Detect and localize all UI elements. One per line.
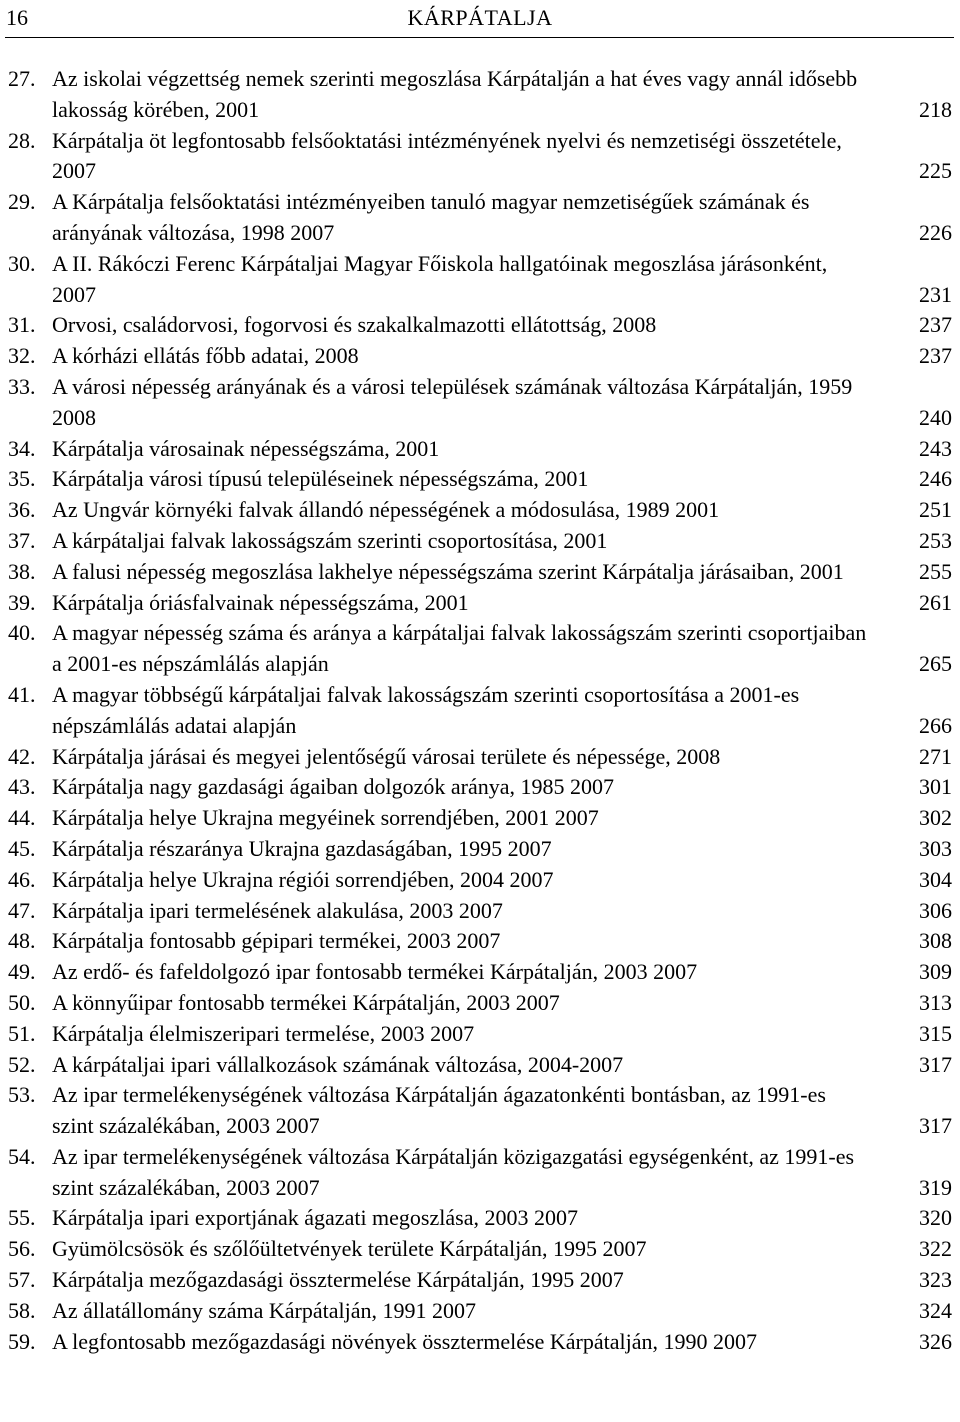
toc-entry-number: 53. [8, 1082, 36, 1108]
toc-entry-title: A kárpátaljai ipari vállalkozások számának változása, 2004-2007 [52, 1051, 624, 1077]
toc-entry-page: 323 [919, 1267, 952, 1293]
toc-entry-title: Az ipar termelékenységének változása Kárpátalján közigazgatási egységenként, az 1991-es szint százalékában, 2003 2007 [52, 1143, 855, 1200]
table-of-contents [0, 64, 960, 1357]
toc-entry-page: 271 [919, 743, 952, 769]
toc-entry-page: 266 [919, 712, 952, 738]
toc-entry-title: Az erdő- és fafeldolgozó ipar fontosabb termékei Kárpátalján, 2003 2007 [52, 959, 698, 985]
toc-entry-page: 304 [919, 866, 952, 892]
toc-entry-title: A kárpátaljai falvak lakosságszám szerinti csoportosítása, 2001 [52, 527, 608, 553]
toc-entry [0, 372, 960, 434]
toc-entry [0, 341, 960, 372]
toc-entry-number: 33. [8, 373, 36, 399]
toc-entry [0, 1019, 960, 1050]
toc-entry-page: 243 [919, 435, 952, 461]
toc-entry [0, 64, 960, 126]
toc-entry-page: 218 [919, 96, 952, 122]
toc-entry-title: Kárpátalja helye Ukrajna régiói sorrendjében, 2004 2007 [52, 866, 554, 892]
toc-entry-number: 39. [8, 589, 36, 615]
toc-entry-page: 246 [919, 466, 952, 492]
toc-entry-number: 49. [8, 959, 36, 985]
toc-entry-number: 54. [8, 1143, 36, 1169]
toc-entry-page: 309 [919, 959, 952, 985]
toc-entry-page: 308 [919, 928, 952, 954]
toc-entry-page: 225 [919, 158, 952, 184]
toc-entry [0, 1265, 960, 1296]
toc-entry-number: 40. [8, 620, 36, 646]
toc-entry-page: 320 [919, 1205, 952, 1231]
toc-entry-page: 253 [919, 527, 952, 553]
toc-entry-page: 240 [919, 404, 952, 430]
toc-entry-title: Kárpátalja óriásfalvainak népességszáma, 2001 [52, 589, 469, 615]
toc-entry-page: 237 [919, 343, 952, 369]
header-rule [5, 37, 954, 38]
toc-entry [0, 742, 960, 773]
toc-entry-title: A II. Rákóczi Ferenc Kárpátaljai Magyar Főiskola hallgatóinak megoszlása járásonként, 2007 [52, 250, 828, 307]
toc-entry-number: 38. [8, 558, 36, 584]
toc-entry-title: A Kárpátalja felsőoktatási intézményeiben tanuló magyar nemzetiségűek számának és arányának változása, 1998 2007 [52, 189, 810, 245]
toc-entry [0, 865, 960, 896]
toc-entry-title: Kárpátalja öt legfontosabb felsőoktatási intézményének nyelvi és nemzetiségi összetétele, 2007 [52, 127, 842, 184]
toc-entry [0, 526, 960, 557]
toc-entry-title: A magyar többségű kárpátaljai falvak lakosságszám szerinti csoportosítása a 2001-es népszámlálás adatai alapján [52, 681, 800, 738]
toc-entry-page: 326 [919, 1328, 952, 1354]
toc-entry-title: Az iskolai végzettség nemek szerinti megoszlása Kárpátalján a hat éves vagy annál idősebb lakosság körében, 2001 [52, 66, 858, 122]
toc-entry-page: 324 [919, 1297, 952, 1323]
toc-entry-number: 35. [8, 466, 36, 492]
toc-entry-page: 319 [919, 1174, 952, 1200]
toc-entry-number: 36. [8, 497, 36, 523]
toc-entry [0, 896, 960, 927]
toc-entry-page: 306 [919, 897, 952, 923]
running-title: KÁRPÁTALJA [407, 5, 553, 30]
toc-entry-page: 226 [919, 219, 952, 245]
toc-entry [0, 434, 960, 465]
page-number: 16 [6, 5, 28, 30]
toc-entry-number: 32. [8, 343, 36, 369]
toc-entry-title: Kárpátalja részaránya Ukrajna gazdaságában, 1995 2007 [52, 835, 552, 861]
toc-entry-number: 55. [8, 1205, 36, 1231]
toc-entry [0, 310, 960, 341]
toc-entry-number: 31. [8, 312, 36, 338]
toc-entry [0, 187, 960, 249]
toc-entry-number: 29. [8, 189, 36, 215]
toc-entry [0, 957, 960, 988]
toc-entry [0, 1203, 960, 1234]
toc-entry-page: 315 [919, 1020, 952, 1046]
toc-entry-page: 251 [919, 497, 952, 523]
toc-entry [0, 1080, 960, 1142]
toc-entry-number: 56. [8, 1236, 36, 1262]
toc-entry-page: 317 [919, 1113, 952, 1139]
toc-entry-title: Az Ungvár környéki falvak állandó népességének a módosulása, 1989 2001 [52, 497, 720, 523]
toc-entry-title: A falusi népesség megoszlása lakhelye népességszáma szerint Kárpátalja járásaiban, 2001 [52, 558, 844, 584]
toc-entry-title: Kárpátalja városainak népességszáma, 2001 [52, 435, 440, 461]
toc-entry [0, 834, 960, 865]
toc-entry-page: 302 [919, 805, 952, 831]
toc-entry [0, 495, 960, 526]
toc-entry-title: A kórházi ellátás főbb adatai, 2008 [52, 343, 359, 369]
toc-entry-title: Kárpátalja városi típusú településeinek népességszáma, 2001 [52, 466, 589, 492]
toc-entry-number: 48. [8, 928, 36, 954]
toc-entry-page: 231 [919, 281, 952, 307]
toc-entry [0, 249, 960, 311]
toc-entry-number: 58. [8, 1297, 36, 1323]
toc-entry-title: Kárpátalja mezőgazdasági össztermelése Kárpátalján, 1995 2007 [52, 1267, 624, 1293]
toc-entry [0, 772, 960, 803]
toc-entry-page: 301 [919, 774, 952, 800]
toc-entry-number: 47. [8, 897, 36, 923]
toc-entry [0, 618, 960, 680]
toc-entry [0, 557, 960, 588]
toc-entry-number: 52. [8, 1051, 36, 1077]
toc-entry [0, 926, 960, 957]
toc-entry-number: 37. [8, 527, 36, 553]
toc-entry-number: 51. [8, 1020, 36, 1046]
toc-entry [0, 588, 960, 619]
toc-entry-number: 43. [8, 774, 36, 800]
toc-entry-number: 27. [8, 66, 36, 91]
page-header [0, 0, 960, 42]
toc-entry-page: 237 [919, 312, 952, 338]
toc-entry [0, 1296, 960, 1327]
toc-entry-number: 45. [8, 835, 36, 861]
toc-entry-title: Az ipar termelékenységének változása Kárpátalján ágazatonkénti bontásban, az 1991-es szint százalékában, 2003 2007 [52, 1082, 826, 1139]
toc-entry-title: Kárpátalja ipari termelésének alakulása, 2003 2007 [52, 897, 503, 923]
toc-entry-number: 46. [8, 866, 36, 892]
toc-entry-page: 255 [919, 558, 952, 584]
toc-entry-title: Kárpátalja járásai és megyei jelentőségű városai területe és népessége, 2008 [52, 743, 721, 769]
toc-entry-number: 59. [8, 1328, 36, 1354]
toc-entry-number: 44. [8, 805, 36, 831]
toc-entry-page: 322 [919, 1236, 952, 1262]
toc-entry-page: 265 [919, 651, 952, 677]
toc-entry-title: Orvosi, családorvosi, fogorvosi és szakalkalmazotti ellátottság, 2008 [52, 312, 657, 338]
toc-entry-number: 30. [8, 250, 36, 276]
toc-entry-number: 50. [8, 989, 36, 1015]
toc-entry-title: Kárpátalja helye Ukrajna megyéinek sorrendjében, 2001 2007 [52, 805, 599, 831]
toc-entry-title: Kárpátalja nagy gazdasági ágaiban dolgozók aránya, 1985 2007 [52, 774, 615, 800]
toc-entry-page: 317 [919, 1051, 952, 1077]
toc-entry [0, 680, 960, 742]
toc-entry-page: 313 [919, 989, 952, 1015]
toc-entry-title: Gyümölcsösök és szőlőültetvények területe Kárpátalján, 1995 2007 [52, 1236, 647, 1262]
toc-entry-number: 41. [8, 681, 36, 707]
toc-entry [0, 803, 960, 834]
toc-entry-page: 261 [919, 589, 952, 615]
toc-entry-title: Kárpátalja fontosabb gépipari termékei, 2003 2007 [52, 928, 501, 954]
toc-entry [0, 464, 960, 495]
toc-entry-number: 57. [8, 1267, 36, 1293]
toc-entry-title: Az állatállomány száma Kárpátalján, 1991 2007 [52, 1297, 476, 1323]
toc-entry-page: 303 [919, 835, 952, 861]
toc-entry [0, 1327, 960, 1358]
toc-entry-number: 28. [8, 127, 36, 153]
toc-entry-title: A magyar népesség száma és aránya a kárpátaljai falvak lakosságszám szerinti csoportjaiban a 2001-es népszámlálás alapján [52, 620, 867, 677]
toc-entry-title: A könnyűipar fontosabb termékei Kárpátalján, 2003 2007 [52, 989, 560, 1015]
toc-entry-title: A városi népesség arányának és a városi települések számának változása Kárpátalján, 1959 2008 [52, 373, 853, 430]
toc-entry-title: Kárpátalja ipari exportjának ágazati megoszlása, 2003 2007 [52, 1205, 578, 1231]
toc-entry-number: 42. [8, 743, 36, 769]
toc-entry-title: A legfontosabb mezőgazdasági növények össztermelése Kárpátalján, 1990 2007 [52, 1328, 757, 1354]
toc-entry [0, 1142, 960, 1204]
toc-entry-number: 34. [8, 435, 36, 461]
toc-entry [0, 988, 960, 1019]
toc-entry-title: Kárpátalja élelmiszeripari termelése, 2003 2007 [52, 1020, 475, 1046]
toc-entry [0, 1050, 960, 1081]
toc-entry [0, 126, 960, 188]
toc-entry [0, 1234, 960, 1265]
